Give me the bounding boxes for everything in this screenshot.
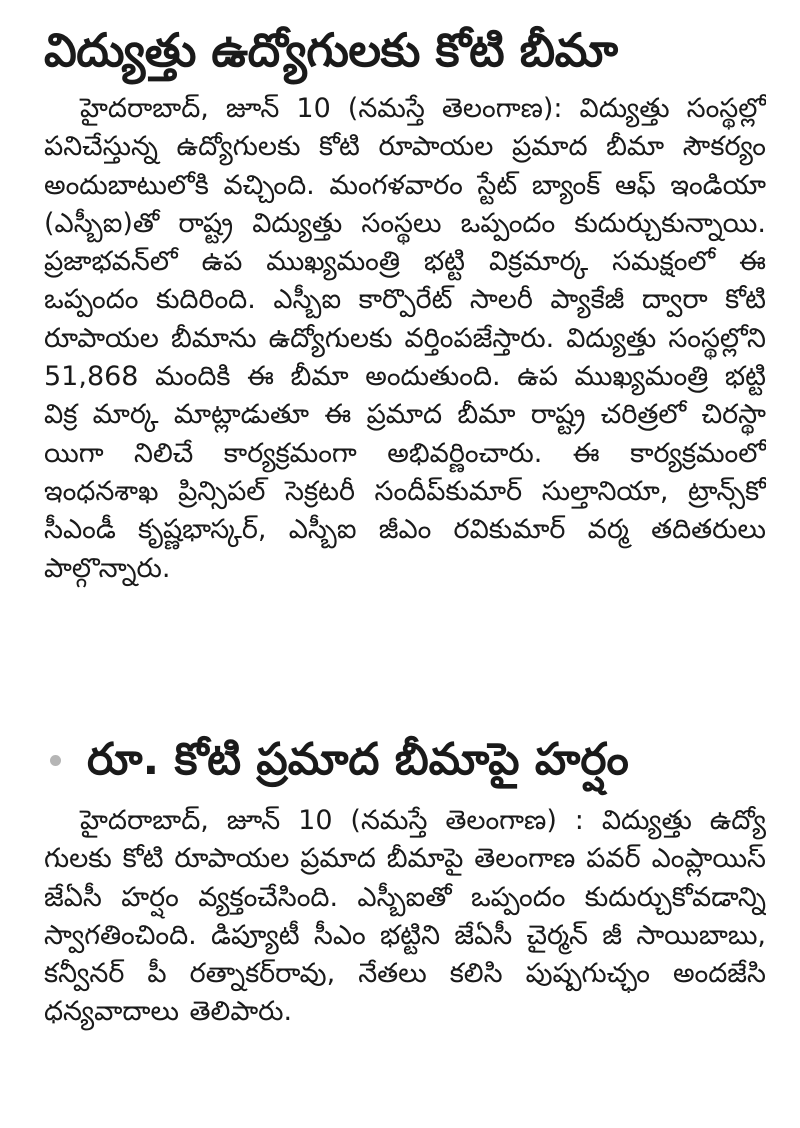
article-main xyxy=(44,14,766,714)
main-article-body: హైదరాబాద్, జూన్ 10 (నమస్తే తెలంగాణ): విద్యుత్తు సంస్థల్లో పనిచేస్తున్న ఉద్యోగులకు కోటి రూపాయల ప్రమాద బీమా సౌకర్యం అందుబాటులోకి వచ్చింది. మంగళవారం స్టేట్ బ్యాంక్ ఆఫ్ ఇండియా (ఎస్బీఐ)తో రాష్ట్ర విద్యుత్తు సంస్థలు ఒప్పందం కుదుర్చుకున్నాయి. ప్రజాభవన్‌లో ఉప ముఖ్యమంత్రి భట్టి విక్రమార్క సమక్షంలో ఈ ఒప్పందం కుదిరింది. ఎస్బీఐ కార్పొరేట్ సాలరీ ప్యాకేజీ ద్వారా కోటి రూపాయల బీమాను ఉద్యోగులకు వర్తింపజేస్తారు. విద్యుత్తు సంస్థల్లోని 51,868 మందికి ఈ బీమా అందుతుంది. ఉప ముఖ్యమంత్రి భట్టి విక్ర మార్క మాట్లాడుతూ ఈ ప్రమాద బీమా రాష్ట్ర చరిత్రలో చిరస్థా యిగా నిలిచే కార్యక్రమంగా అభివర్ణించారు. ఈ కార్యక్రమంలో ఇంధనశాఖ ప్రిన్సిపల్ సెక్రటరీ సందీప్‌కుమార్ సుల్తానియా, ట్రాన్స్‌కో సీఎండీ కృష్ణభాస్కర్, ఎస్బీఐ జీఎం రవికుమార్ వర్మ తదితరులు పాల్గొన్నారు. xyxy=(44,93,766,584)
sub-headline: రూ. కోటి ప్రమాద బీమాపై హర్షం xyxy=(87,734,629,785)
bullet-dot-icon xyxy=(50,755,61,766)
main-headline: విద్యుత్తు ఉద్యోగులకు కోటి బీమా xyxy=(44,23,618,77)
sub-article-body: హైదరాబాద్, జూన్ 10 (నమస్తే తెలంగాణ) : విద్యుత్తు ఉద్యో గులకు కోటి రూపాయల ప్రమాద బీమాపై తెలంగాణ పవర్ ఎంప్లాయిస్ జేఏసీ హర్షం వ్యక్తంచేసింది. ఎస్బీఐతో ఒప్పందం కుదుర్చుకోవడాన్ని స్వాగతించింది. డిప్యూటీ సీఎం భట్టిని జేఏసీ చైర్మన్ జీ సాయిబాబు, కన్వీనర్ పీ రత్నాకర్‌రావు, నేతలు కలిసి పుష్పగుచ్ఛం అందజేసి ధన్యవాదాలు తెలిపారు. xyxy=(44,805,766,1028)
article-sub xyxy=(44,802,766,1072)
sub-article-header xyxy=(44,730,766,790)
